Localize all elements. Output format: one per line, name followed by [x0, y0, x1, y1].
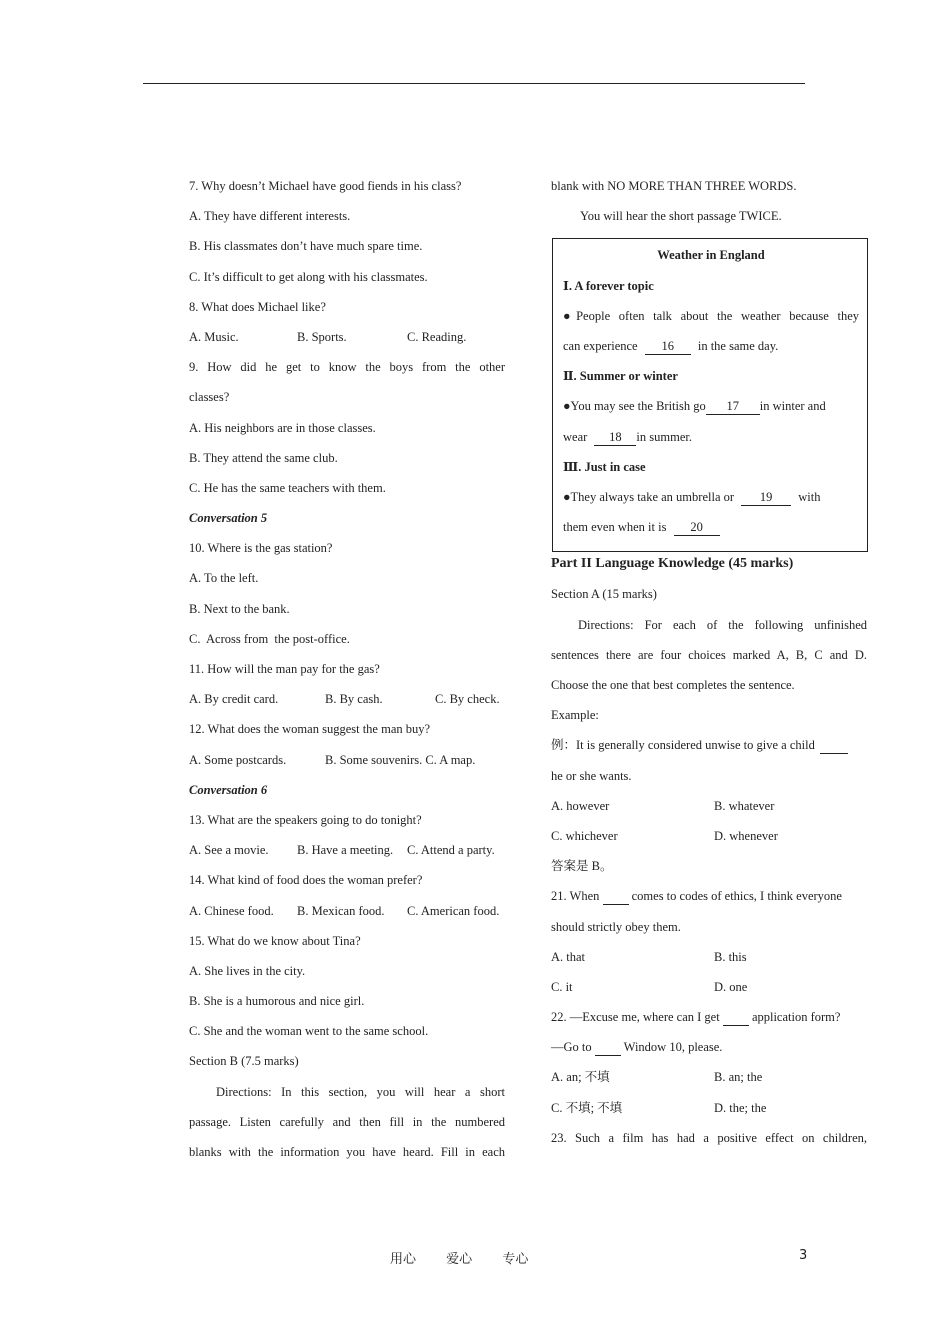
q9-stem-line1: 9. How did he get to know the boys from the other: [189, 360, 505, 375]
example-answer: 答案是 B。: [551, 859, 613, 874]
example-options-ab: [551, 796, 867, 826]
footer-motto-3: 专心: [502, 1252, 529, 1267]
q13-option-b: B. Have a meeting.: [297, 843, 394, 858]
box-point-1-line1: ●People often talk about the weather because they: [563, 308, 859, 323]
q15-stem: 15. What do we know about Tina?: [189, 933, 361, 948]
section-b-directions-line5: You will hear the short passage TWICE.: [580, 209, 782, 224]
q21-option-c: C. it: [551, 979, 573, 994]
q13-option-c: C. Attend a party.: [407, 843, 495, 858]
q21-post: comes to codes of ethics, I think everyone: [631, 889, 842, 904]
conversation-6-heading: Conversation 6: [189, 782, 268, 797]
q10-stem: 10. Where is the gas station?: [189, 541, 333, 556]
q11-option-a: A. By credit card.: [189, 692, 279, 707]
q11-option-c: C. By check.: [435, 692, 500, 707]
section-a-directions-line3: Choose the one that best completes the sentence.: [551, 678, 795, 692]
q11-option-b: B. By cash.: [325, 692, 383, 707]
box-point-3-pre: ●They always take an umbrella or: [563, 489, 735, 504]
q22-option-a: A. an; 不填: [551, 1070, 610, 1085]
box-point-1-post: in the same day.: [697, 338, 779, 353]
q8-option-c: C. Reading.: [407, 329, 467, 344]
q13-option-a: A. See a movie.: [189, 843, 269, 858]
q15-option-c: C. She and the woman went to the same school.: [189, 1024, 429, 1039]
q22-options-ab: [551, 1067, 867, 1097]
blank-17[interactable]: 17: [706, 398, 760, 415]
q22-option-d: D. the; the: [714, 1100, 767, 1115]
right-column: [551, 176, 867, 1158]
box-point-2-line2: [563, 427, 859, 457]
q8-option-b: B. Sports.: [297, 329, 347, 344]
footer-motto-1: 用心: [390, 1252, 417, 1267]
q15-option-a: A. She lives in the city.: [189, 963, 306, 978]
q13-options: [189, 840, 505, 870]
header-rule: [143, 83, 805, 84]
q14-option-a: A. Chinese food.: [189, 903, 274, 918]
q22-option-b: B. an; the: [714, 1070, 763, 1085]
box-point-3-line2: [563, 517, 859, 547]
q21-stem-line2: should strictly obey them.: [551, 919, 681, 934]
blank-18[interactable]: 18: [594, 429, 636, 446]
box-heading-2: Ⅱ. Summer or winter: [563, 369, 678, 384]
q22-stem-line2: [551, 1037, 867, 1067]
footer-motto-2: 爱心: [446, 1252, 473, 1267]
q7-option-b: B. His classmates don’t have much spare time.: [189, 239, 423, 254]
example-blank: [820, 737, 848, 754]
box-point-2b-post: in summer.: [636, 429, 692, 444]
q10-option-a: A. To the left.: [189, 571, 259, 586]
section-a-directions-line1: Directions: For each of the following unfinished: [578, 617, 867, 632]
section-b-heading: Section B (7.5 marks): [189, 1054, 299, 1069]
q22-stem-line1: [551, 1007, 867, 1037]
q9-option-b: B. They attend the same club.: [189, 450, 338, 465]
blank-19[interactable]: 19: [741, 489, 791, 506]
q14-option-c: C. American food.: [407, 903, 500, 918]
box-heading-1: Ⅰ. A forever topic: [563, 278, 654, 293]
q22-blank-1: [723, 1009, 749, 1026]
q11-options: [189, 689, 505, 719]
box-heading-3: Ⅲ. Just in case: [563, 459, 646, 474]
q11-stem: 11. How will the man pay for the gas?: [189, 662, 380, 676]
box-point-1-line2: [563, 336, 859, 366]
section-b-directions-line1: Directions: In this section, you will hear a short: [216, 1084, 505, 1099]
section-b-directions-line3: blanks with the information you have heard. Fill in each: [189, 1145, 505, 1159]
q15-option-b: B. She is a humorous and nice girl.: [189, 994, 365, 1009]
q14-option-b: B. Mexican food.: [297, 903, 385, 918]
q9-option-c: C. He has the same teachers with them.: [189, 480, 386, 495]
section-b-directions-line4: blank with NO MORE THAN THREE WORDS.: [551, 179, 797, 193]
box-point-2b-pre: wear: [563, 429, 588, 444]
box-point-2-post: in winter and: [759, 399, 826, 414]
q21-pre: 21. When: [551, 889, 600, 904]
box-point-2-pre: ●You may see the British go: [563, 399, 706, 414]
left-column: [189, 176, 505, 1172]
q12-option-bc: B. Some souvenirs. C. A map.: [325, 752, 476, 767]
box-point-2-line1: [563, 396, 859, 426]
q14-options: [189, 901, 505, 931]
box-point-3-post: with: [798, 489, 821, 504]
box-title: Weather in England: [657, 248, 765, 263]
q9-option-a: A. His neighbors are in those classes.: [189, 420, 376, 435]
section-a-directions-line2: sentences there are four choices marked A, B, C and D.: [551, 647, 867, 662]
q23-stem-line1: 23. Such a film has had a positive effect on children,: [551, 1130, 867, 1145]
box-point-3b-pre: them even when it is: [563, 520, 667, 535]
q22b-pre: —Go to: [551, 1040, 592, 1055]
example-label: Example:: [551, 708, 599, 723]
example-option-c: C. whichever: [551, 828, 618, 843]
section-a-heading: Section A (15 marks): [551, 587, 657, 602]
q21-stem-line1: [551, 886, 867, 916]
q10-option-b: B. Next to the bank.: [189, 601, 290, 616]
page-number: 3: [799, 1248, 808, 1263]
q9-stem-line2: classes?: [189, 390, 230, 405]
q13-stem: 13. What are the speakers going to do tonight?: [189, 812, 422, 827]
q12-option-a: A. Some postcards.: [189, 752, 287, 767]
q21-option-a: A. that: [551, 949, 586, 964]
example-options-cd: [551, 826, 867, 856]
blank-20[interactable]: 20: [674, 519, 720, 536]
q21-options-cd: [551, 977, 867, 1007]
part-2-heading: Part II Language Knowledge (45 marks): [551, 556, 794, 572]
q22-option-c: C. 不填; 不填: [551, 1100, 623, 1115]
q21-options-ab: [551, 947, 867, 977]
q21-blank: [603, 888, 629, 905]
q22-options-cd: [551, 1098, 867, 1128]
section-b-directions-line2: passage. Listen carefully and then fill in the numbered: [189, 1114, 505, 1129]
example-sentence-text: 例：It is generally considered unwise to give a child: [551, 738, 815, 753]
q22b-post: Window 10, please.: [623, 1040, 723, 1055]
q22-post: application form?: [751, 1010, 841, 1025]
q7-stem: 7. Why doesn’t Michael have good fiends in his class?: [189, 179, 462, 193]
blank-16[interactable]: 16: [645, 338, 691, 355]
q8-option-a: A. Music.: [189, 329, 239, 344]
q22-pre: 22. —Excuse me, where can I get: [551, 1010, 720, 1025]
q21-option-b: B. this: [714, 949, 747, 964]
q8-stem: 8. What does Michael like?: [189, 299, 326, 314]
q12-stem: 12. What does the woman suggest the man buy?: [189, 722, 431, 737]
q10-option-c: C. Across from the post-office.: [189, 631, 350, 646]
q14-stem: 14. What kind of food does the woman prefer?: [189, 873, 423, 888]
q7-option-c: C. It’s difficult to get along with his classmates.: [189, 269, 428, 284]
box-point-3-line1: [563, 487, 859, 517]
example-option-b: B. whatever: [714, 798, 775, 813]
q7-option-a: A. They have different interests.: [189, 209, 351, 224]
example-sentence-line1: [551, 735, 867, 765]
conversation-5-heading: Conversation 5: [189, 511, 268, 526]
weather-notes-box: [552, 238, 868, 552]
q21-option-d: D. one: [714, 979, 748, 994]
example-option-d: D. whenever: [714, 828, 778, 843]
q8-options: [189, 327, 505, 357]
footer-motto: [390, 1248, 554, 1267]
q22-blank-2: [595, 1039, 621, 1056]
q12-options: [189, 750, 505, 780]
example-sentence-line2: he or she wants.: [551, 768, 632, 783]
box-point-1-pre: can experience: [563, 338, 638, 353]
example-option-a: A. however: [551, 798, 610, 813]
